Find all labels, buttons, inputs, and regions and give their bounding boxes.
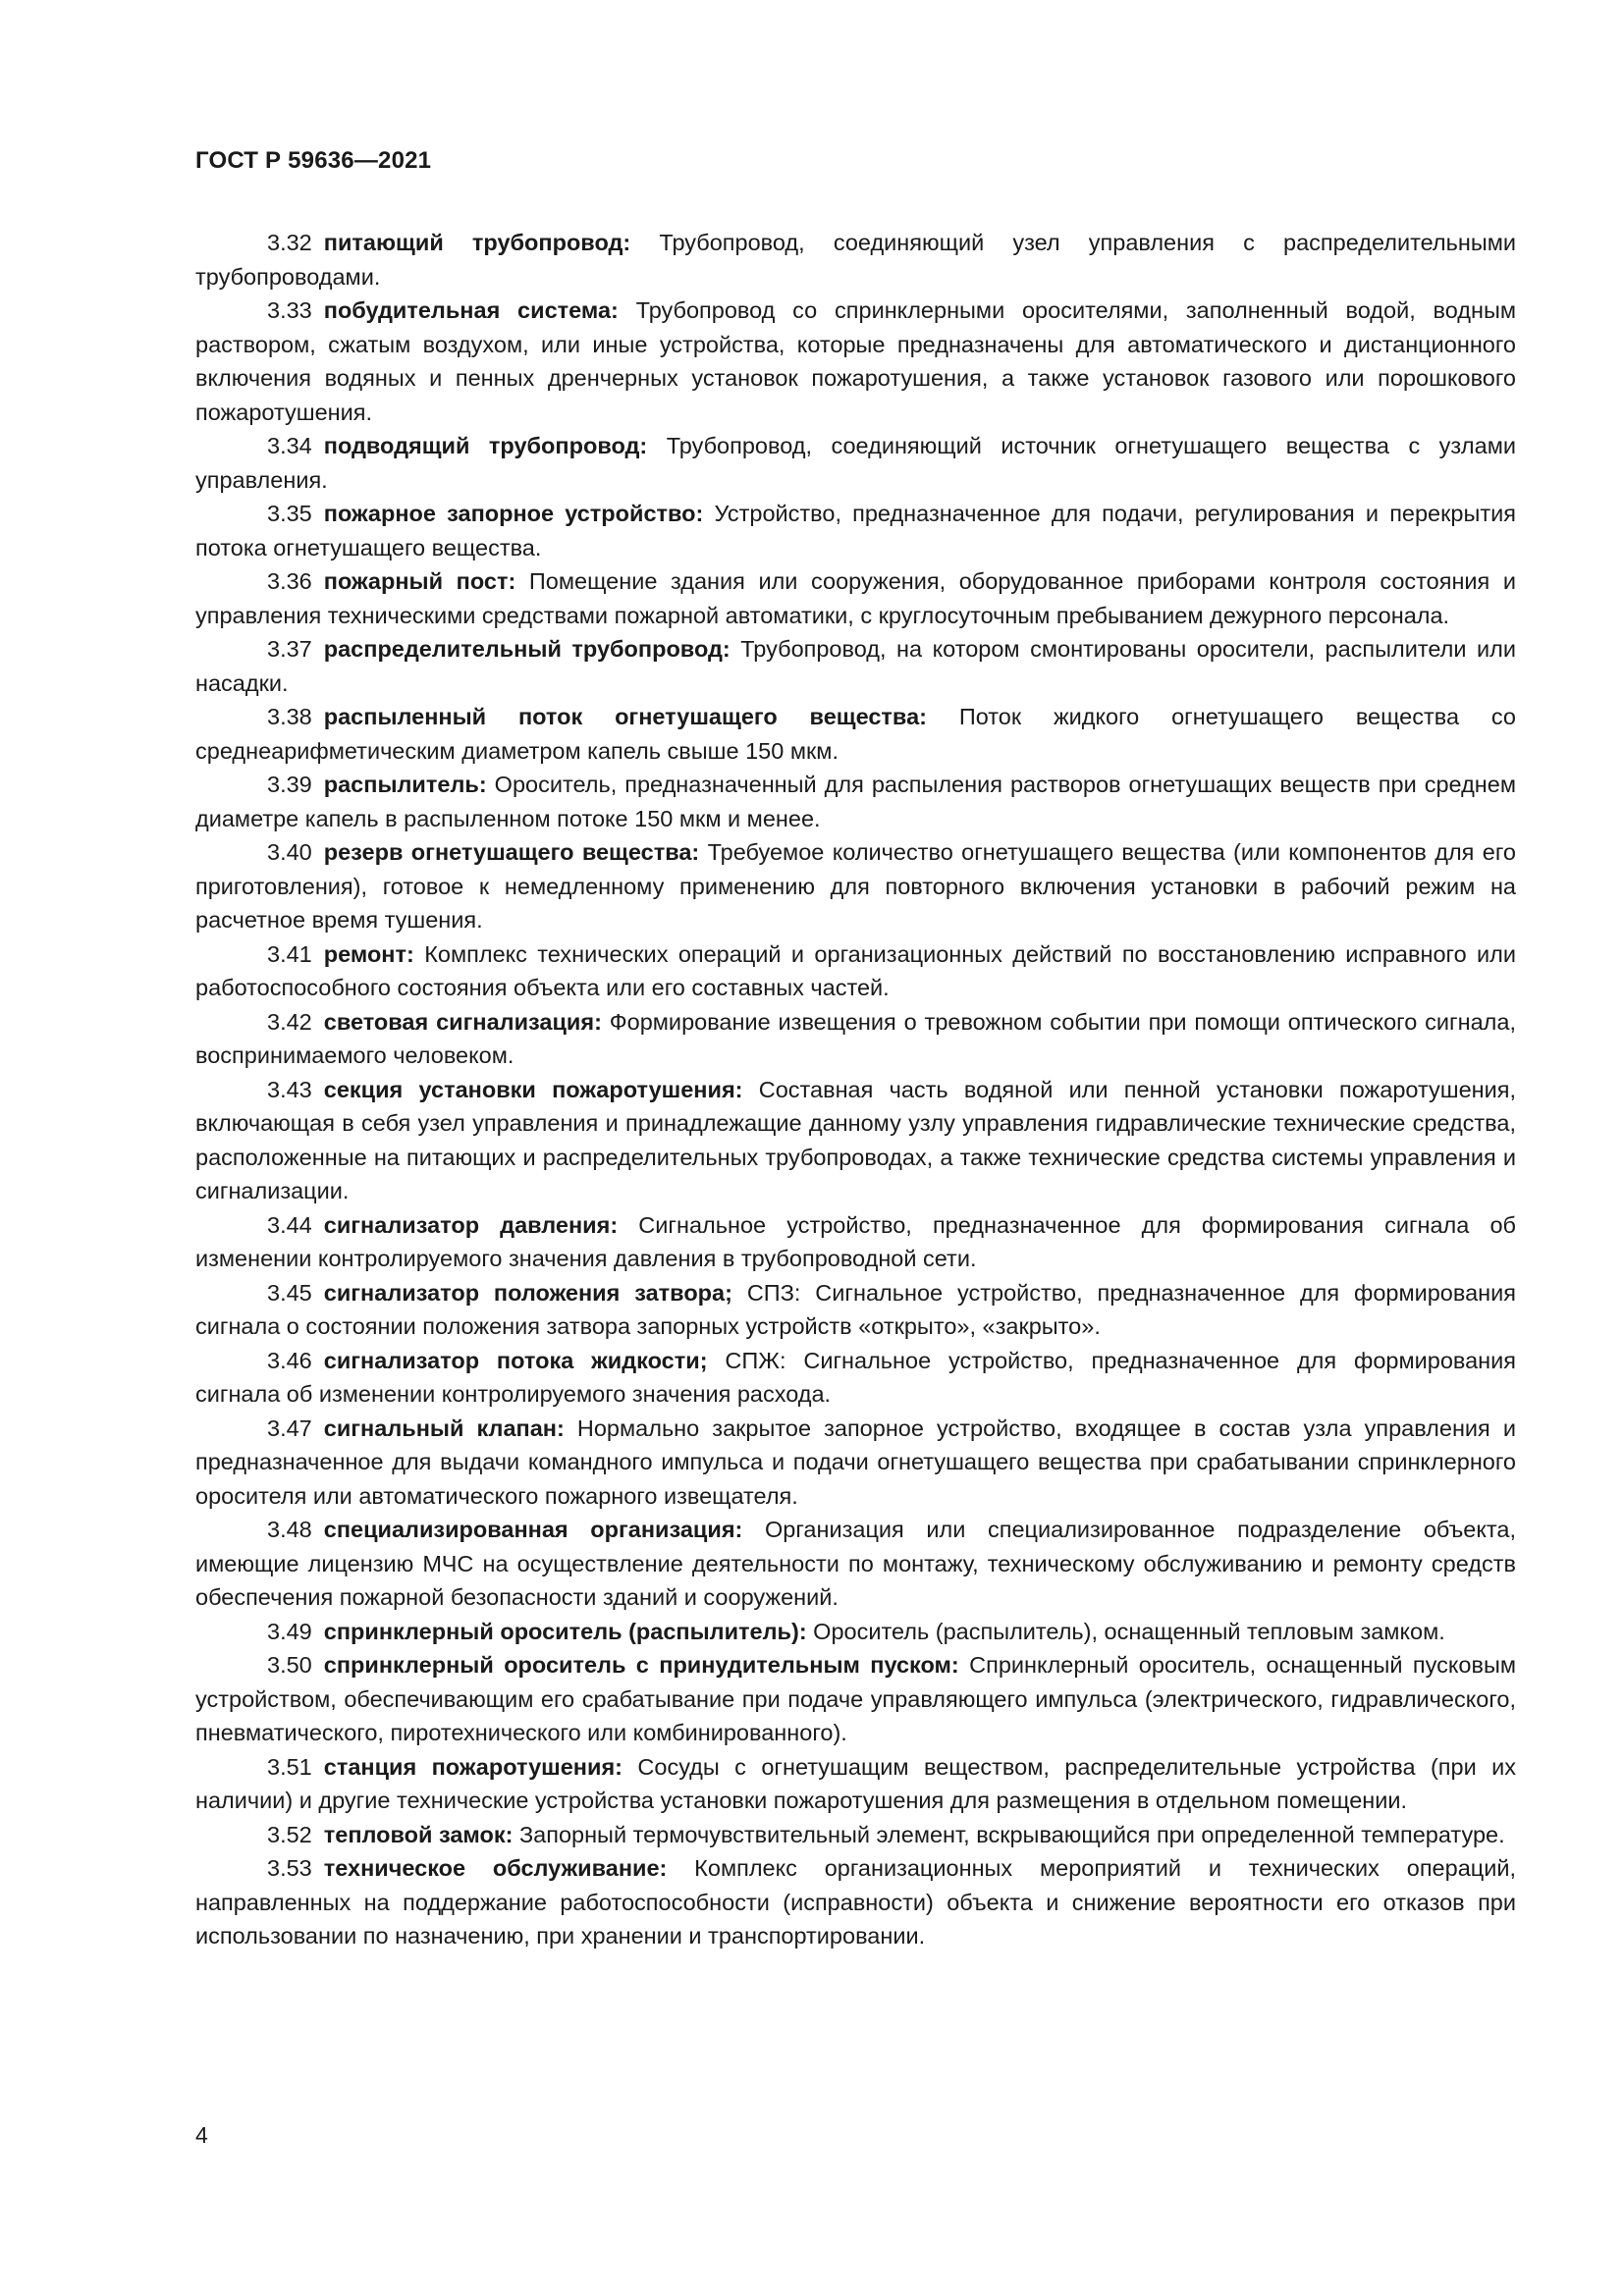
- term-definition: Сигнальное устройство, предназначенное для формирования сигнала об изменении контролируемого значения давления в трубопроводной сети.: [195, 1211, 1517, 1271]
- term-definition: Ороситель, предназначенный для распыления растворов огнетушащих веществ при среднем диаметре капель в распыленном потоке 150 мкм и менее.: [195, 772, 1516, 831]
- term-name: спринклерный ороситель с принудительным пуском:: [323, 1652, 959, 1678]
- term-name: специализированная организация:: [323, 1517, 743, 1542]
- term-3-49: [195, 1615, 1516, 1649]
- term-definition: Нормально закрытое запорное устройство, входящее в состав узла управления и предназначенное для выдачи командного импульса и подачи огнетушащего вещества при срабатывании спринклерного оросителя или автоматического пожарного извещателя.: [195, 1415, 1516, 1509]
- term-number: 3.52: [267, 1821, 312, 1847]
- term-3-45: [195, 1276, 1516, 1344]
- document-code-header: ГОСТ Р 59636—2021: [195, 147, 432, 174]
- term-3-41: [195, 937, 1516, 1005]
- term-definition: Комплекс организационных мероприятий и технических операций, направленных на поддержание работоспособности (исправности) объекта и снижение вероятности его отказов при использовании по назначению, при хранении и транспортировании.: [195, 1855, 1517, 1949]
- term-number: 3.37: [267, 636, 312, 662]
- term-3-33: [195, 294, 1516, 429]
- term-name: техническое обслуживание:: [323, 1855, 668, 1881]
- term-name: распылитель:: [323, 772, 487, 797]
- term-definition: Устройство, предназначенное для подачи, регулирования и перекрытия потока огнетушащего вещества.: [195, 501, 1516, 561]
- term-number: 3.32: [267, 230, 312, 255]
- term-definition: Требуемое количество огнетушащего вещества (или компонентов для его приготовления), готовое к немедленному применению для повторного включения установки в рабочий режим на расчетное время тушения.: [195, 839, 1516, 933]
- term-definition: Трубопровод, соединяющий источник огнетушащего вещества с узлами управления.: [195, 433, 1516, 493]
- term-3-38: [195, 700, 1516, 768]
- term-definition: Организация или специализированное подразделение объекта, имеющие лицензию МЧС на осуществление деятельности по монтажу, техническому обслуживанию и ремонту средств обеспечения пожарной безопасности зданий и сооружений.: [195, 1517, 1517, 1610]
- term-number: 3.50: [267, 1652, 312, 1678]
- term-definition: Ороситель (распылитель), оснащенный тепловым замком.: [806, 1618, 1445, 1644]
- term-number: 3.51: [267, 1753, 312, 1780]
- term-definition: Формирование извещения о тревожном событии при помощи оптического сигнала, воспринимаемого человеком.: [195, 1008, 1516, 1068]
- term-name: тепловой замок:: [323, 1821, 514, 1847]
- term-definition: Трубопровод, на котором смонтированы оросители, распылители или насадки.: [195, 636, 1516, 696]
- term-name: пожарный пост:: [323, 568, 516, 594]
- term-definition: Трубопровод, соединяющий узел управления с распределительными трубопроводами.: [195, 230, 1516, 290]
- term-number: 3.38: [267, 704, 312, 729]
- term-number: 3.53: [267, 1855, 312, 1881]
- terms-list: [195, 226, 1516, 1953]
- term-number: 3.36: [267, 568, 312, 594]
- term-3-39: [195, 768, 1516, 835]
- term-name: сигнализатор давления:: [323, 1211, 619, 1238]
- term-number: 3.34: [267, 433, 312, 458]
- term-3-46: [195, 1344, 1516, 1412]
- term-name: станция пожаротушения:: [323, 1753, 623, 1780]
- term-3-52: [195, 1818, 1516, 1852]
- term-3-35: [195, 497, 1516, 564]
- term-number: 3.49: [267, 1618, 312, 1644]
- term-name: подводящий трубопровод:: [323, 433, 648, 458]
- term-name: секция установки пожаротушения:: [323, 1076, 743, 1102]
- term-number: 3.42: [267, 1008, 312, 1035]
- term-3-50: [195, 1648, 1516, 1750]
- term-name: сигнализатор положения затвора;: [323, 1279, 732, 1306]
- term-3-40: [195, 835, 1516, 937]
- term-name: распределительный трубопровод:: [323, 636, 731, 662]
- term-3-36: [195, 564, 1516, 632]
- term-name: резерв огнетушащего вещества:: [323, 839, 700, 865]
- term-name: сигнализатор потока жидкости;: [323, 1347, 708, 1373]
- term-number: 3.46: [267, 1347, 312, 1373]
- term-3-34: [195, 429, 1516, 497]
- term-3-42: [195, 1005, 1516, 1073]
- page-number: 4: [195, 2122, 208, 2148]
- term-number: 3.35: [267, 501, 312, 526]
- term-name: ремонт:: [323, 940, 414, 967]
- term-definition: Поток жидкого огнетушащего вещества со среднеарифметическим диаметром капель свыше 150 мкм.: [195, 704, 1516, 764]
- term-3-47: [195, 1412, 1516, 1514]
- term-3-37: [195, 632, 1516, 700]
- term-definition: Комплекс технических операций и организационных действий по восстановлению исправного или работоспособного состояния объекта или его составных частей.: [195, 940, 1516, 1000]
- term-definition: Сосуды с огнетушащим веществом, распределительные устройства (при их наличии) и другие технические устройства установки пожаротушения для размещения в отдельном помещении.: [195, 1753, 1516, 1813]
- term-number: 3.40: [267, 839, 312, 865]
- term-name: распыленный поток огнетушащего вещества:: [323, 704, 927, 729]
- term-name: сигнальный клапан:: [323, 1415, 565, 1441]
- term-name: побудительная система:: [323, 297, 619, 323]
- term-definition: Трубопровод со спринклерными оросителями, заполненный водой, водным раствором, сжатым воздухом, или иные устройства, которые предназначены для автоматического и дистанционного включения водяных и пенных дренчерных установок пожаротушения, а также установок газового или порошкового пожаротушения.: [195, 297, 1517, 425]
- term-definition: СПЗ: Сигнальное устройство, предназначенное для формирования сигнала о состоянии положения затвора запорных устройств «открыто», «закрыто».: [195, 1279, 1516, 1339]
- term-number: 3.33: [267, 297, 312, 323]
- term-number: 3.48: [267, 1517, 312, 1542]
- term-3-43: [195, 1073, 1516, 1208]
- term-number: 3.47: [267, 1415, 312, 1441]
- term-definition: Запорный термочувствительный элемент, вскрывающийся при определенной температуре.: [513, 1821, 1505, 1847]
- term-3-53: [195, 1851, 1516, 1953]
- term-3-44: [195, 1208, 1516, 1276]
- term-definition: СПЖ: Сигнальное устройство, предназначенное для формирования сигнала об изменении контролируемого значения расхода.: [195, 1347, 1517, 1407]
- term-name: световая сигнализация:: [323, 1008, 602, 1035]
- term-definition: Спринклерный ороситель, оснащенный пусковым устройством, обеспечивающим его срабатывание при подаче управляющего импульса (электрического, гидравлического, пневматического, пиротехнического или комбинированного).: [195, 1652, 1517, 1745]
- term-name: спринклерный ороситель (распылитель):: [323, 1618, 807, 1644]
- term-number: 3.43: [267, 1076, 312, 1102]
- term-definition: Составная часть водяной или пенной установки пожаротушения, включающая в себя узел управления и принадлежащие данному узлу управления гидравлические технические средства, расположенные на питающих и распределительных трубопроводах, а также технические средства системы управления и сигнализации.: [195, 1076, 1516, 1203]
- term-name: пожарное запорное устройство:: [323, 501, 704, 526]
- term-number: 3.45: [267, 1279, 312, 1306]
- term-number: 3.44: [267, 1211, 312, 1238]
- term-number: 3.41: [267, 940, 312, 967]
- term-number: 3.39: [267, 772, 312, 797]
- term-definition: Помещение здания или сооружения, оборудованное приборами контроля состояния и управления техническими средствами пожарной автоматики, с круглосуточным пребыванием дежурного персонала.: [195, 568, 1516, 628]
- term-3-32: [195, 226, 1516, 294]
- term-3-48: [195, 1513, 1516, 1615]
- term-name: питающий трубопровод:: [323, 230, 631, 255]
- term-3-51: [195, 1750, 1516, 1818]
